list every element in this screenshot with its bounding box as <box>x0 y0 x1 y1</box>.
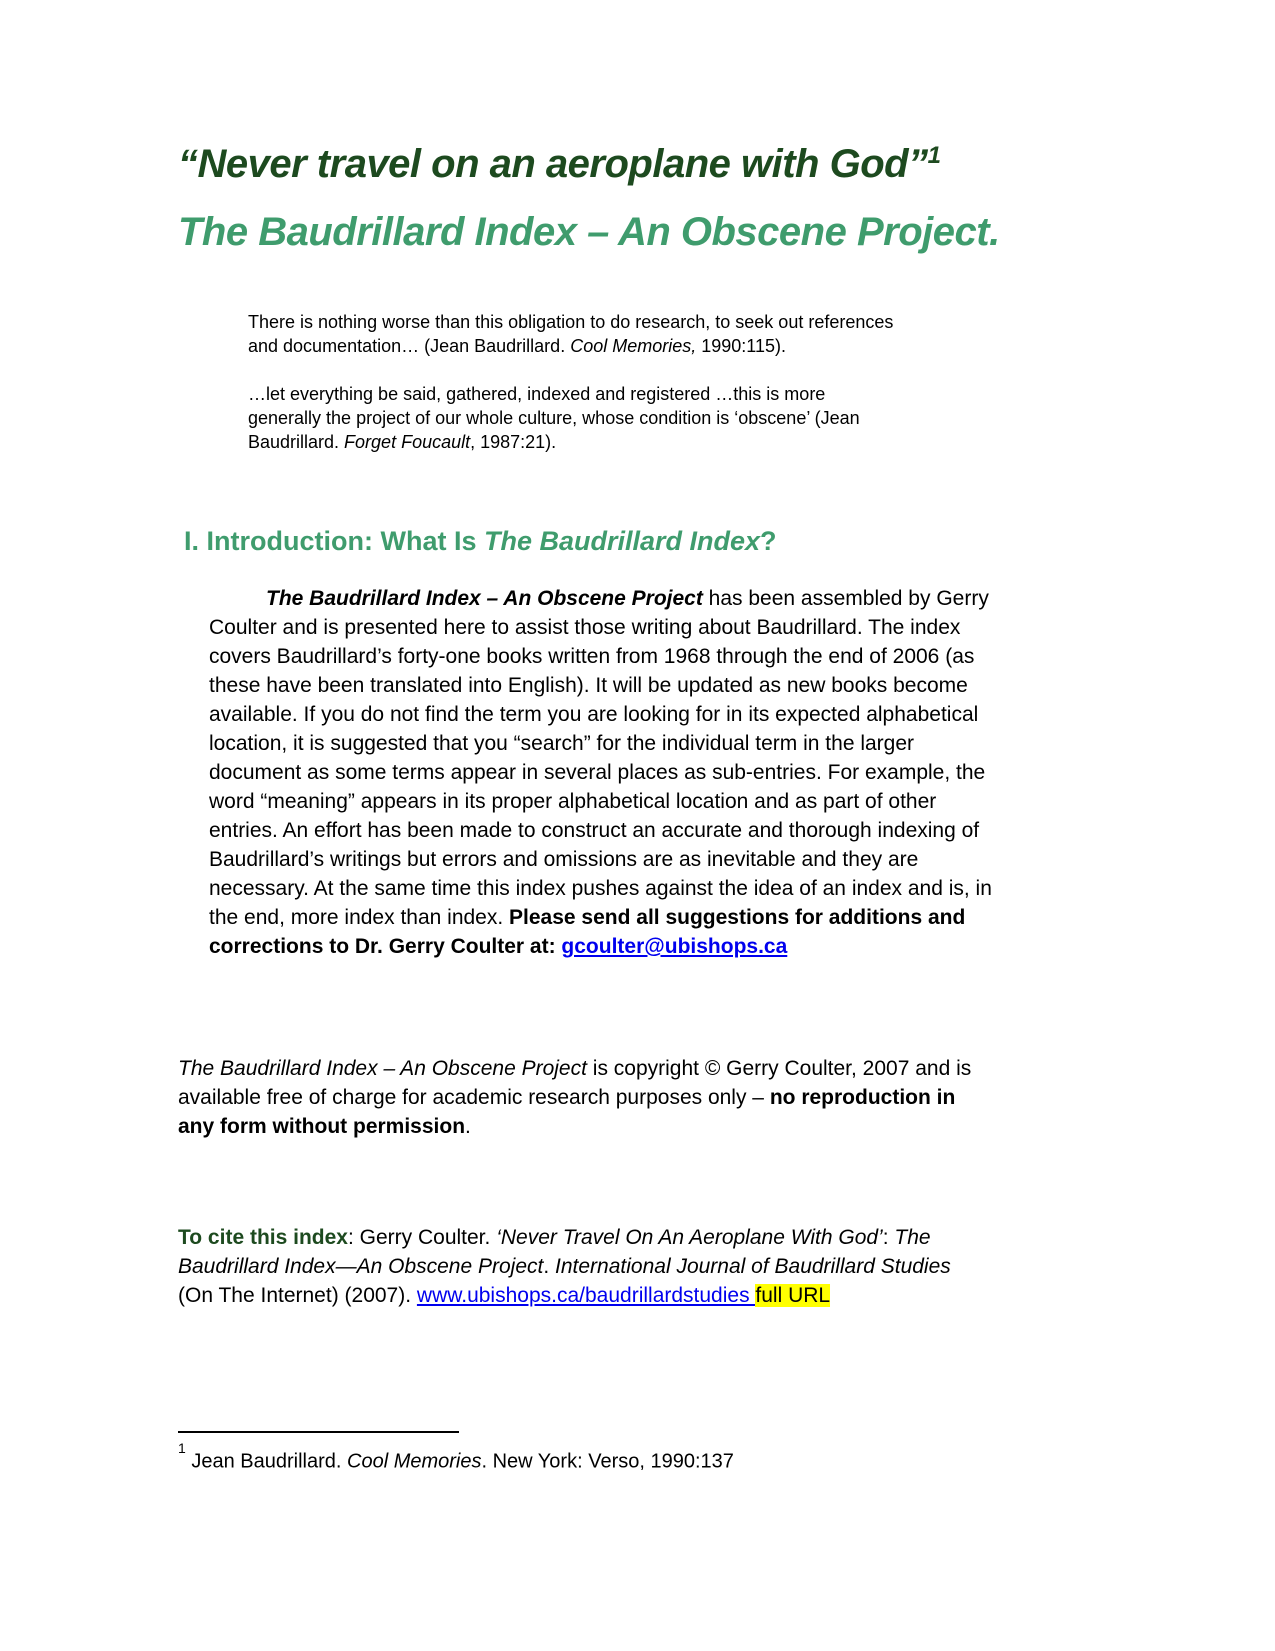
epigraph-quote-1 <box>248 310 893 358</box>
main-title-text: “Never travel on an aeroplane with God” <box>178 142 928 186</box>
epigraph-2-line-2: generally the project of our whole culture, whose condition is ‘obscene’ (Jean <box>248 408 860 428</box>
footnote-author: Jean Baudrillard. <box>185 1450 347 1473</box>
epigraph-1-citation-end: 1990:115). <box>696 336 786 356</box>
citation-publication-info: (On The Internet) (2007). <box>178 1284 417 1307</box>
epigraph-2-book-title: Forget Foucault <box>344 432 471 452</box>
full-url-highlight: full URL <box>755 1284 831 1307</box>
intro-body-text: has been assembled by Gerry Coulter and is presented here to assist those writing about Baudrillard. The index covers Baudrillard’s forty-one books written from 1968 through the end of 2006 (as these have been translated into English). It will be updated as new books become available. If you do not find the term you are looking for in its expected alphabetical location, it is suggested that you “search” for the individual term in the larger document as some terms appear in several places as sub-entries. For example, the word “meaning” appears in its proper alphabetical location and as part of other entries. An effort has been made to construct an accurate and thorough indexing of Baudrillard’s writings but errors and omissions are as inevitable and they are necessary. At the same time this index pushes against the idea of an index and is, in the end, more index than index. <box>209 587 992 929</box>
epigraph-1-line-2 <box>248 334 893 358</box>
section-heading-index-title: The Baudrillard Index <box>483 526 761 556</box>
citation-journal-title: International Journal of Baudrillard Studies <box>555 1255 951 1278</box>
copyright-period: . <box>465 1115 471 1138</box>
epigraph-1-citation-start: and documentation… (Jean Baudrillard. <box>248 336 571 356</box>
footnote-number: 1 <box>178 1440 186 1456</box>
journal-url-link[interactable]: www.ubishops.ca/baudrillardstudies <box>416 1284 756 1307</box>
epigraph-1-book-title: Cool Memories, <box>570 336 697 356</box>
document-subtitle: The Baudrillard Index – An Obscene Project. <box>178 210 1000 254</box>
epigraph-quote-2 <box>248 382 860 454</box>
citation-label: To cite this index <box>178 1226 348 1249</box>
footnote-publication: . New York: Verso, 1990:137 <box>481 1450 734 1473</box>
epigraph-2-line-3 <box>248 430 860 454</box>
footnote-book-title: Cool Memories <box>347 1450 482 1473</box>
section-heading <box>184 525 777 557</box>
introduction-paragraph <box>209 584 999 961</box>
citation-index-title: The Baudrillard Index—An Obscene Project <box>178 1226 931 1278</box>
epigraph-2-citation-start: Baudrillard. <box>248 432 345 452</box>
citation-period: . <box>543 1255 556 1278</box>
title-footnote-ref: 1 <box>927 142 941 169</box>
copyright-paragraph <box>178 1054 978 1141</box>
email-link[interactable]: gcoulter@ubishops.ca <box>561 935 788 958</box>
citation-author: : Gerry Coulter. <box>347 1226 497 1249</box>
intro-lead-title: The Baudrillard Index – An Obscene Project <box>266 587 703 610</box>
footnote <box>178 1442 734 1476</box>
citation-work-title: ‘Never Travel On An Aeroplane With God’ <box>496 1226 883 1249</box>
citation-separator: : <box>882 1226 895 1249</box>
copyright-no-reproduction: no reproduction in any form without permission <box>178 1086 956 1138</box>
citation-paragraph <box>178 1223 973 1310</box>
section-heading-prefix: I. Introduction: What Is <box>184 526 484 556</box>
epigraph-2-line-1: …let everything be said, gathered, indexed and registered …this is more <box>248 384 826 404</box>
epigraph-1-line-1: There is nothing worse than this obligation to do research, to seek out references <box>248 312 894 332</box>
copyright-index-title: The Baudrillard Index – An Obscene Project <box>178 1057 587 1080</box>
section-heading-suffix: ? <box>760 526 777 556</box>
main-title <box>178 140 940 194</box>
copyright-text: is copyright © Gerry Coulter, 2007 and is available free of charge for academic research purposes only – <box>178 1057 972 1109</box>
intro-request-text: Please send all suggestions for additions and corrections to Dr. Gerry Coulter at: <box>209 906 966 958</box>
footnote-separator <box>178 1431 459 1433</box>
epigraph-2-citation-end: , 1987:21). <box>470 432 557 452</box>
